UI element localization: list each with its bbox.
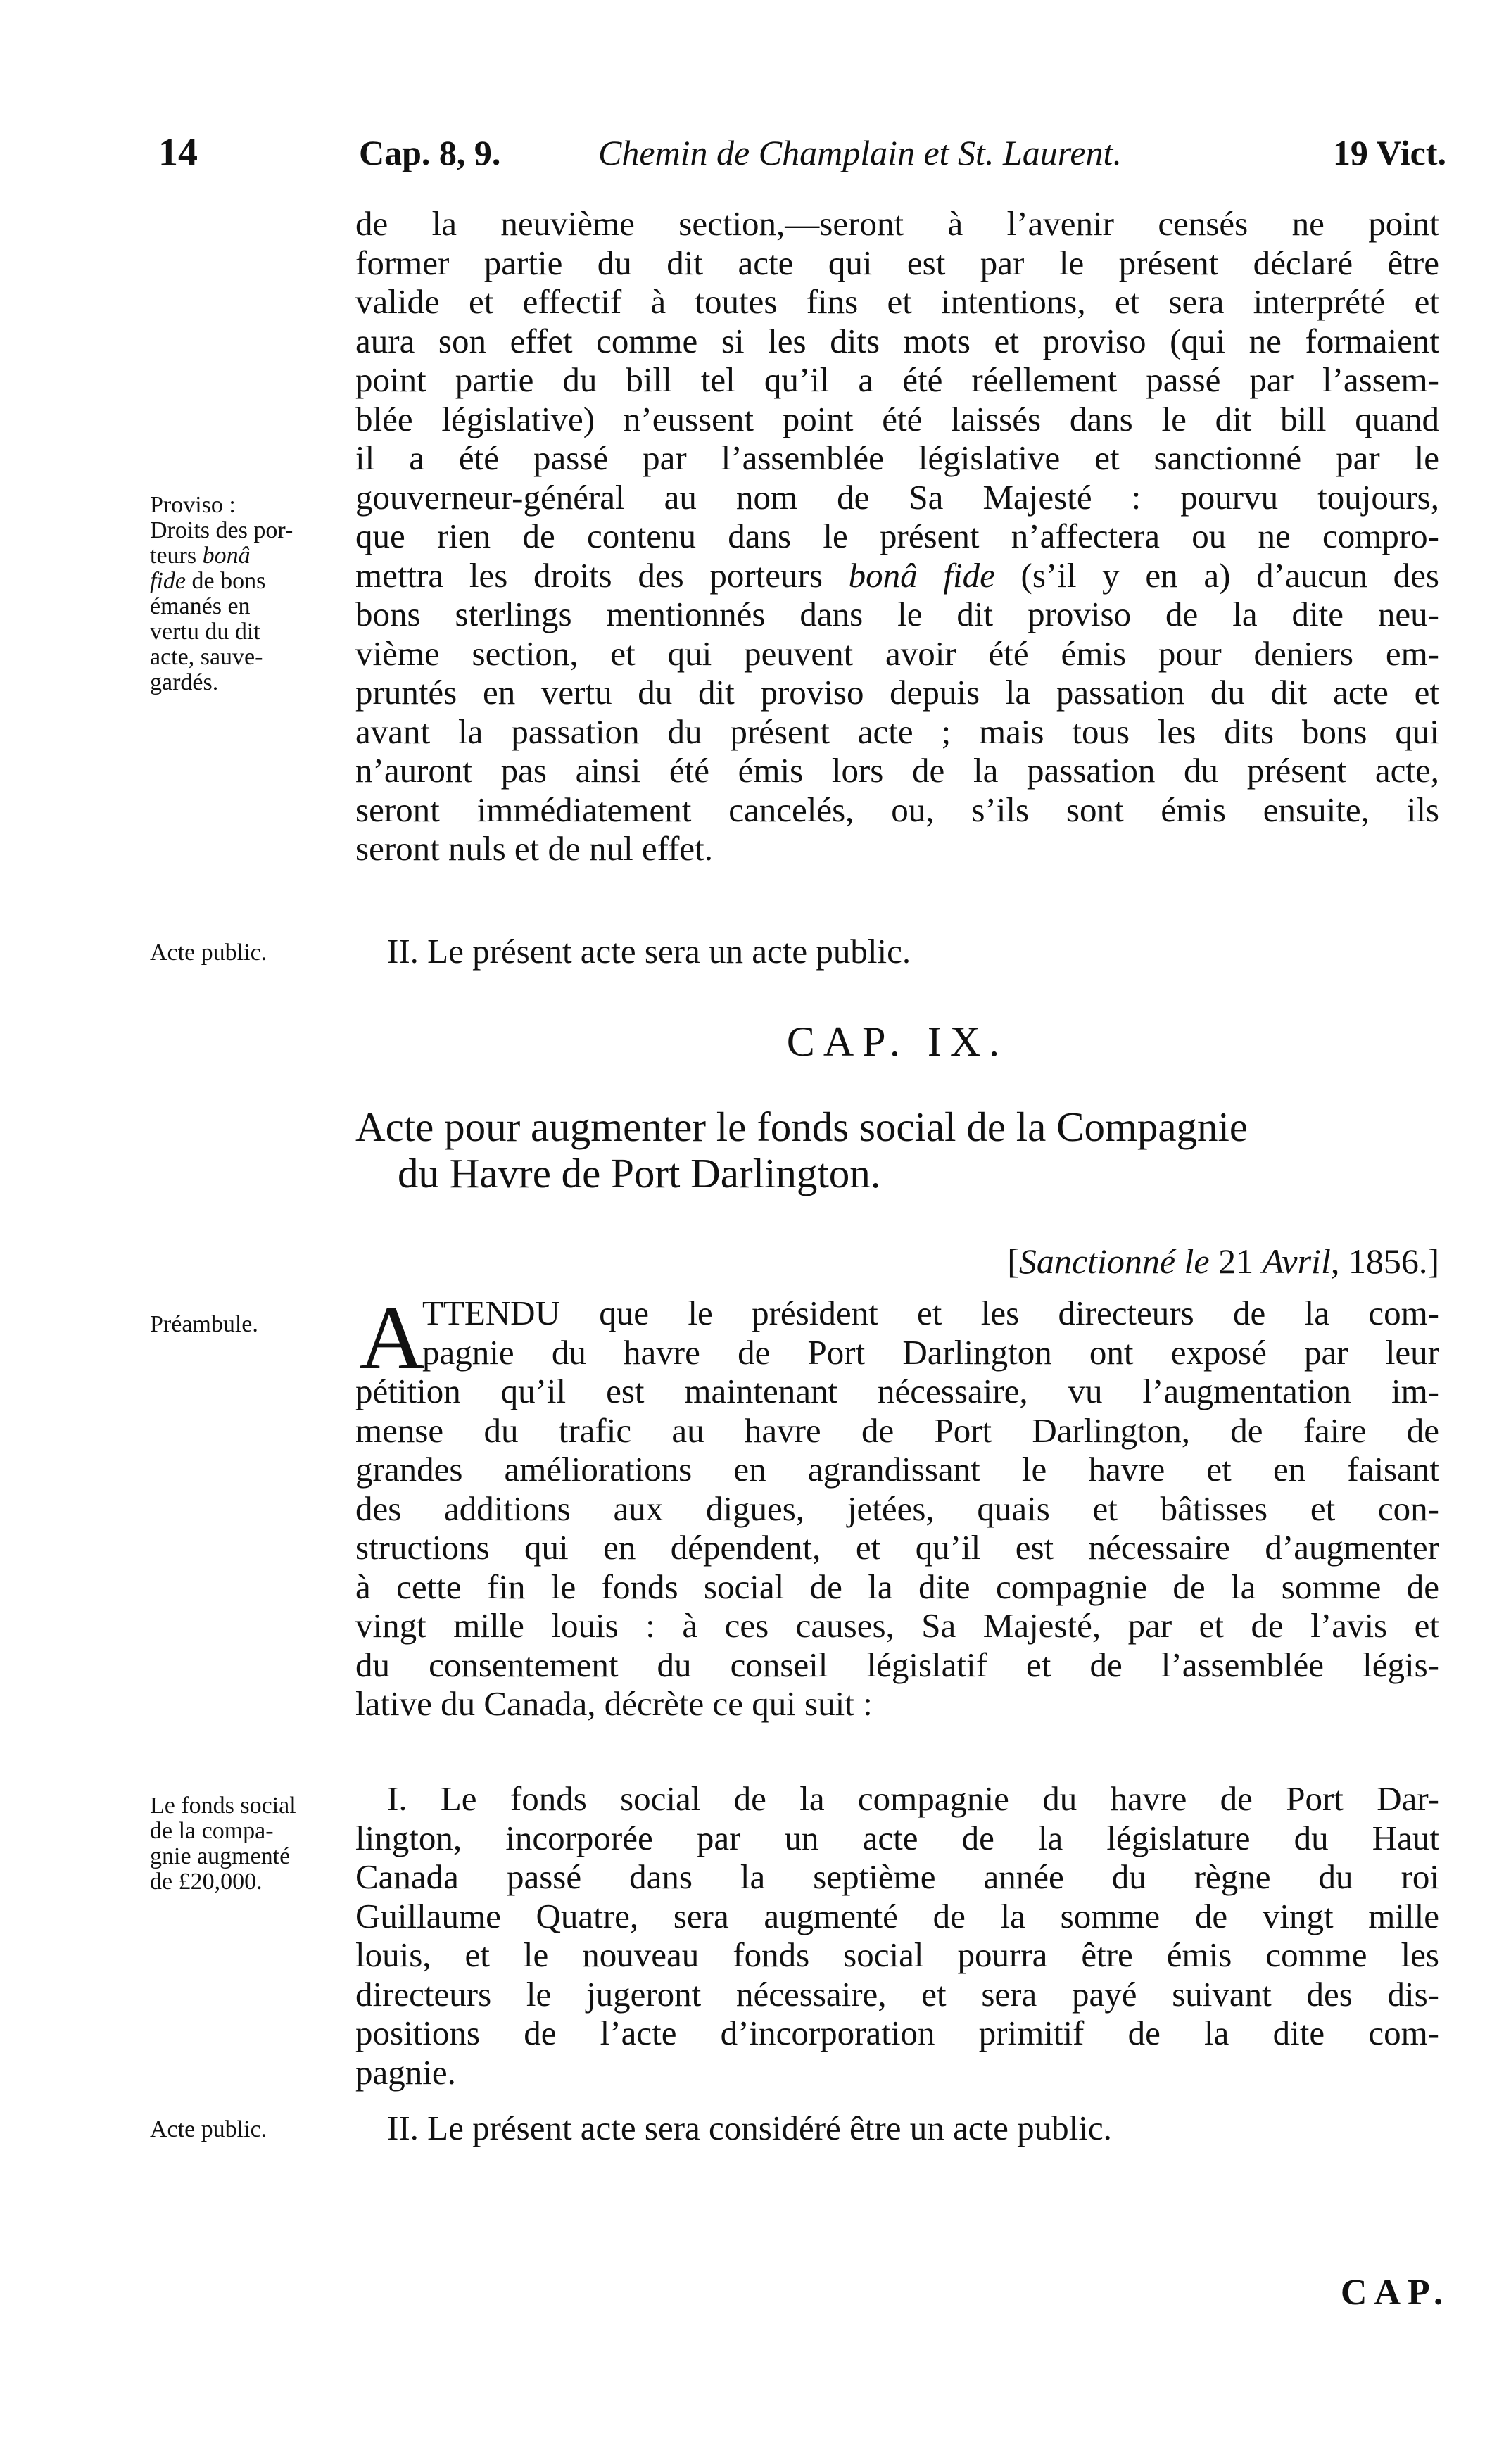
text-line: du consentement du conseil législatif et de l’assemblée légis- bbox=[355, 1645, 1439, 1684]
margin-note-line: gardés. bbox=[150, 669, 219, 695]
text-line: pagnie du havre de Port Darlington ont exposé par leur bbox=[422, 1332, 1439, 1372]
text-line: seront immédiatement cancelés, ou, s’ils sont émis ensuite, ils bbox=[355, 790, 1439, 829]
text-segment: teurs bbox=[150, 543, 203, 569]
italic-term: bonâ bbox=[202, 543, 251, 569]
italic-term: fide bbox=[150, 568, 186, 594]
text-segment: mettra les droits des porteurs bbox=[355, 555, 849, 595]
cap9-section-2 bbox=[355, 2107, 1439, 2149]
text-line: blée législative) n’eussent point été laissés dans le dit bill quand bbox=[355, 399, 1439, 438]
italic-term: bonâ fide bbox=[848, 555, 995, 595]
cap8-continuation bbox=[355, 204, 1439, 868]
italic-term: Sanctionné le bbox=[1018, 1242, 1210, 1281]
text-line: il a été passé par l’assemblée législative et sanctionné par le bbox=[355, 438, 1439, 477]
margin-note-line: Droits des por- bbox=[150, 517, 293, 543]
text-line: des additions aux digues, jetées, quais et bâtisses et con- bbox=[355, 1489, 1439, 1528]
text-line: Canada passé dans la septième année du règne du roi bbox=[355, 1857, 1439, 1896]
text-segment: 21 bbox=[1209, 1242, 1263, 1281]
margin-note-line: Acte public. bbox=[150, 940, 267, 966]
regnal-year: 19 Vict. bbox=[1332, 133, 1446, 172]
margin-note-acte-public bbox=[150, 940, 354, 966]
text-line bbox=[355, 556, 1439, 595]
margin-note-preambule bbox=[150, 1312, 354, 1337]
page-number: 14 bbox=[158, 131, 198, 175]
cap8-section-2 bbox=[355, 930, 1439, 973]
text-segment: de bons bbox=[191, 568, 266, 594]
margin-note-line: de £20,000. bbox=[150, 1869, 263, 1895]
preamble bbox=[355, 1287, 1439, 1724]
margin-note-line: émanés en bbox=[150, 593, 251, 619]
text-line: gouverneur-général au nom de Sa Majesté : pourvu toujours, bbox=[355, 477, 1439, 517]
section-text: II. Le présent acte sera considéré être un acte public. bbox=[387, 2109, 1112, 2147]
text-line: pagnie. bbox=[355, 2052, 456, 2092]
text-line: point partie du bill tel qu’il a été réellement passé par l’assem- bbox=[355, 360, 1439, 399]
text-line: grandes améliorations en agrandissant le havre et en faisant bbox=[355, 1450, 1439, 1489]
text-line: mense du trafic au havre de Port Darlington, de faire de bbox=[355, 1410, 1439, 1450]
text-line: bons sterlings mentionnés dans le dit proviso de la dite neu- bbox=[355, 595, 1439, 633]
running-header bbox=[158, 128, 1446, 177]
title-line: Acte pour augmenter le fonds social de la Compagnie bbox=[355, 1104, 1248, 1150]
text-line: seront nuls et de nul effet. bbox=[355, 829, 714, 868]
text-line: directeurs le jugeront nécessaire, et sera payé suivant des dis- bbox=[355, 1974, 1439, 2014]
text-line: pétition qu’il est maintenant nécessaire, vu l’augmentation im- bbox=[355, 1372, 1439, 1410]
text-line: lington, incorporée par un acte de la législature du Haut bbox=[355, 1818, 1439, 1857]
margin-note-line: Préambule. bbox=[150, 1311, 258, 1337]
margin-note-line bbox=[150, 543, 354, 569]
running-title: Chemin de Champlain et St. Laurent. bbox=[598, 133, 1122, 172]
text-line: vingt mille louis : à ces causes, Sa Majesté, par et de l’avis et bbox=[355, 1606, 1439, 1645]
text-line: de la neuvième section,—seront à l’avenir censés ne point bbox=[355, 204, 1439, 243]
chapter-heading: CAP. IX. bbox=[786, 1018, 1009, 1065]
text-line: valide et effectif à toutes fins et intentions, et sera interprété et bbox=[355, 282, 1439, 321]
text-line: à cette fin le fonds social de la dite compagnie de la somme de bbox=[355, 1567, 1439, 1606]
margin-note-proviso bbox=[150, 493, 354, 695]
margin-note-line: Acte public. bbox=[150, 2116, 267, 2142]
margin-note-acte-public-2 bbox=[150, 2117, 354, 2142]
text-line: louis, et le nouveau fonds social pourra être émis comme les bbox=[355, 1935, 1439, 1974]
cap9-section-1 bbox=[355, 1779, 1439, 2092]
chapter-title bbox=[355, 1104, 1439, 1196]
text-line: pruntés en vertu du dit proviso depuis la passation du dit acte et bbox=[355, 673, 1439, 712]
italic-term: Avril bbox=[1262, 1242, 1331, 1281]
section-text: II. Le présent acte sera un acte public. bbox=[387, 932, 911, 971]
margin-note-line: acte, sauve- bbox=[150, 644, 263, 670]
text-line: n’auront pas ainsi été émis lors de la passation du présent acte, bbox=[355, 751, 1439, 790]
margin-note-fonds-social bbox=[150, 1793, 354, 1895]
catchword: CAP. bbox=[1340, 2273, 1450, 2313]
text-line: Guillaume Quatre, sera augmenté de la somme de vingt mille bbox=[355, 1896, 1439, 1935]
text-segment: [ bbox=[1007, 1242, 1019, 1281]
chapter-numbers: Cap. 8, 9. bbox=[359, 133, 501, 172]
text-line: aura son effet comme si les dits mots et proviso (qui ne formaient bbox=[355, 321, 1439, 360]
text-segment: (s’il y en a) d’aucun des bbox=[994, 555, 1439, 595]
text-line: avant la passation du présent acte ; mais tous les dits bons qui bbox=[355, 712, 1439, 751]
drop-cap: A bbox=[359, 1287, 425, 1389]
text-line: I. Le fonds social de la compagnie du havre de Port Dar- bbox=[387, 1779, 1439, 1818]
margin-note-line bbox=[150, 569, 354, 594]
sanction-date bbox=[1007, 1240, 1439, 1282]
title-line: du Havre de Port Darlington. bbox=[398, 1150, 881, 1196]
text-segment: , 1856.] bbox=[1330, 1242, 1439, 1281]
text-line: que rien de contenu dans le présent n’affectera ou ne compro- bbox=[355, 517, 1439, 555]
margin-note-line: vertu du dit bbox=[150, 619, 260, 645]
margin-note-line: Le fonds social bbox=[150, 1793, 296, 1819]
text-line: former partie du dit acte qui est par le présent déclaré être bbox=[355, 243, 1439, 282]
margin-note-heading: Proviso : bbox=[150, 492, 236, 518]
text-line: TTENDU que le président et les directeurs de la com- bbox=[422, 1294, 1439, 1332]
text-line: vième section, et qui peuvent avoir été émis pour deniers em- bbox=[355, 633, 1439, 673]
text-line: structions qui en dépendent, et qu’il est nécessaire d’augmenter bbox=[355, 1528, 1439, 1567]
margin-note-line: de la compa- bbox=[150, 1818, 274, 1844]
text-line: lative du Canada, décrète ce qui suit : bbox=[355, 1684, 873, 1723]
margin-note-line: gnie augmenté bbox=[150, 1843, 291, 1869]
text-line: positions de l’acte d’incorporation primitif de la dite com- bbox=[355, 2014, 1439, 2052]
